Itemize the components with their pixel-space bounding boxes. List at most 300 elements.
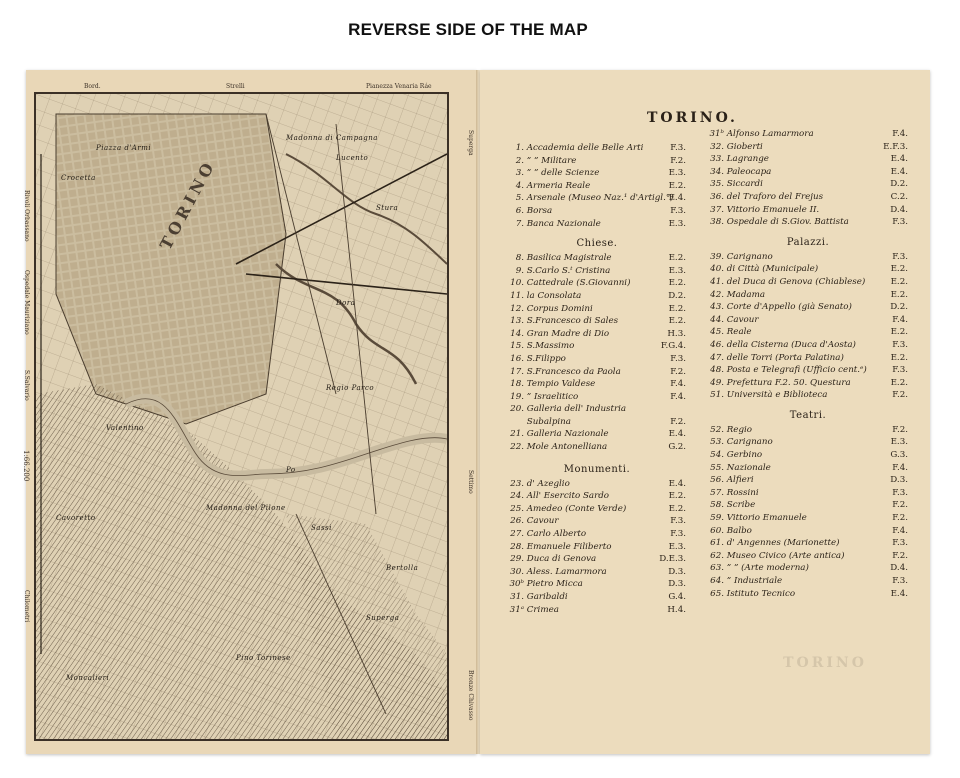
index-entry [708, 512, 908, 525]
index-entry [508, 503, 686, 516]
index-entry-name: Alfieri [724, 475, 754, 486]
index-entry-name: Carlo Alberto [524, 529, 587, 540]
index-entry-number: 11. [510, 290, 524, 301]
index-entry-name: Gioberti [724, 141, 763, 152]
index-entry-name: d' Angennes (Marionette) [724, 538, 840, 549]
index-entry [508, 366, 686, 379]
index-entry-name: Madama [724, 289, 765, 300]
index-entry [508, 167, 686, 180]
index-entry-name: ” ” (Arte moderna) [724, 563, 809, 574]
index-entry-number: 39. [710, 251, 724, 262]
index-entry [708, 562, 908, 575]
index-entry-number: 2. [515, 155, 524, 166]
index-entry [508, 528, 686, 541]
index-entry-name: Lagrange [724, 154, 769, 165]
index-entry-name: Arsenale (Museo Naz.¹ d'Artigl.°) [524, 193, 674, 204]
index-entry-name: Vittorio Emanuele [724, 513, 807, 524]
index-entry-grid-ref: E.4. [668, 193, 686, 204]
index-entry-grid-ref: F.3. [670, 143, 686, 153]
map-label-pilone: Madonna del Pilone [206, 504, 286, 512]
index-entry [708, 166, 908, 179]
index-entry-grid-ref: E.2. [668, 316, 686, 327]
index-entry [508, 192, 686, 205]
index-entry-grid-ref: F.2. [670, 155, 686, 166]
index-entry [508, 541, 686, 554]
index-entry-name: Subalpina [524, 416, 571, 427]
index-entry-number: 17. [510, 366, 524, 377]
index-entry-number: 55. [710, 462, 724, 473]
index-entry-number: 59. [710, 513, 724, 524]
index-entry-number: 35. [710, 179, 724, 190]
index-entry-grid-ref: F.4. [892, 314, 908, 325]
index-entry-number: 41. [710, 276, 724, 287]
index-entry-number: 46. [710, 339, 724, 350]
index-entry [508, 155, 686, 168]
index-sheet [480, 70, 930, 754]
map-drawing [36, 94, 447, 739]
index-title: TORINO. [647, 110, 738, 126]
index-entry [508, 205, 686, 218]
index-entry-name: Corpus Domini [524, 303, 593, 314]
index-entry [508, 441, 686, 454]
index-entry-grid-ref: E.2. [668, 253, 686, 264]
index-section-heading: Palazzi. [786, 236, 830, 248]
index-entry [708, 474, 908, 487]
index-entry-name: del Duca di Genova (Chiablese) [724, 276, 866, 287]
index-entry-number: 1. [515, 143, 524, 153]
index-entry-number: 56. [710, 475, 724, 486]
index-entry-name: Aless. Lamarmora [524, 566, 607, 577]
index-entry [508, 428, 686, 441]
index-entry-grid-ref: F.3. [892, 339, 908, 350]
index-entry-number: 22. [510, 442, 524, 453]
index-entry-name: Alfonso Lamarmora [724, 129, 814, 139]
index-entry-grid-ref: F.G.4. [660, 341, 686, 352]
index-entry-grid-ref: F.4. [670, 391, 686, 402]
index-entry [708, 153, 908, 166]
index-entry-name: Garibaldi [524, 592, 568, 602]
index-entry-grid-ref: G.3. [890, 450, 908, 461]
index-entry-number: 16. [510, 353, 524, 364]
index-entry-grid-ref: E.2. [890, 327, 908, 338]
index-entry [508, 553, 686, 566]
map-canvas [34, 92, 449, 741]
index-entry-grid-ref: F.3. [892, 251, 908, 262]
index-entry-grid-ref: D.2. [890, 302, 908, 313]
index-entry-name: ” Israelitico [524, 391, 579, 402]
map-label-cavoretto: Cavoretto [56, 514, 96, 522]
index-column-right [708, 128, 908, 600]
index-section-heading: Chiese. [576, 238, 618, 250]
index-entry-grid-ref: D.2. [890, 179, 908, 190]
index-entry [708, 424, 908, 437]
index-entry [708, 339, 908, 352]
index-entry [508, 142, 686, 155]
index-entry-number: 20. [510, 404, 524, 415]
index-entry-grid-ref: F.2. [892, 390, 908, 401]
index-entry-name: Prefettura F.2. 50. Questura [724, 377, 851, 388]
index-entry-name: S.Francesco da Paola [524, 366, 621, 377]
index-entry-number: 18. [510, 379, 524, 390]
index-entry-number: 31ᵇ [709, 129, 724, 139]
index-entry-number: 62. [710, 550, 724, 561]
index-entry-number: 14. [510, 328, 524, 339]
index-entry-name: ” ” Militare [524, 155, 577, 166]
index-entry-grid-ref: D.2. [668, 290, 686, 301]
index-entry-number: 29. [510, 554, 524, 565]
index-entry-number: 44. [710, 314, 724, 325]
index-entry [508, 515, 686, 528]
index-entry-number: 57. [710, 487, 724, 498]
index-entry-number: 7. [515, 218, 524, 229]
index-entry-name: Cavour [524, 516, 559, 527]
page-banner: REVERSE SIDE OF THE MAP [348, 20, 588, 39]
index-entry-grid-ref: D.4. [890, 563, 908, 574]
index-entry-name: del Traforo del Frejus [724, 191, 824, 202]
index-entry-number: 38. [710, 217, 724, 228]
index-entry-name: Balbo [724, 525, 752, 536]
index-entry [508, 578, 686, 591]
index-entry-name: Regio [724, 424, 753, 435]
index-entry-grid-ref: E.2. [668, 503, 686, 514]
index-entry-number: 13. [510, 316, 524, 327]
index-entry-name: Gran Madre di Dio [524, 328, 610, 339]
map-edge-left-1: Rivoli Orbassano [23, 190, 30, 242]
index-entry-number: 51. [710, 390, 724, 401]
index-entry-grid-ref: F.4. [892, 462, 908, 473]
index-entry-name: S.Filippo [524, 353, 566, 364]
map-edge-left-2: Ospedale Mauriziano [23, 270, 30, 335]
map-label-valentino: Valentino [106, 424, 144, 432]
index-entry-grid-ref: D.E.3. [659, 554, 686, 565]
index-entry-grid-ref: E.3. [668, 265, 686, 276]
index-entry-name: Duca di Genova [524, 554, 597, 565]
index-entry-number: 34. [710, 166, 724, 177]
index-entry-number: 30ᵇ [509, 579, 524, 590]
index-column-left [508, 142, 686, 616]
index-entry-number: 42. [710, 289, 724, 300]
index-entry-number: 15. [510, 341, 524, 352]
index-entry-grid-ref: F.2. [892, 513, 908, 524]
index-entry [508, 391, 686, 404]
index-entry-number: 5. [515, 193, 524, 204]
index-entry-number: 58. [710, 500, 724, 511]
map-label-piazza-armi: Piazza d'Armi [96, 144, 152, 152]
index-entry-number: 54. [710, 450, 724, 461]
index-entry-grid-ref: E.3. [890, 437, 908, 448]
index-entry-grid-ref: G.2. [668, 442, 686, 453]
index-entry-name: delle Torri (Porta Palatina) [724, 352, 844, 363]
index-entry-name: S.Carlo S.ᵗ Cristina [524, 265, 611, 276]
index-entry [708, 436, 908, 449]
index-entry [708, 499, 908, 512]
map-label-dora: Dora [336, 299, 356, 307]
index-entry-name: Cavour [724, 314, 759, 325]
index-entry [508, 303, 686, 316]
map-edge-left-3: S.Salvario [23, 370, 30, 401]
index-entry [708, 178, 908, 191]
index-entry-name: Rossini [724, 487, 759, 498]
index-entry-number: 30. [510, 566, 524, 577]
index-entry-grid-ref: E.3. [668, 218, 686, 229]
index-entry [708, 550, 908, 563]
index-entry-name: S.Francesco di Sales [524, 316, 619, 327]
index-entry-name: Carignano [724, 437, 773, 448]
index-entry-grid-ref: F.2. [670, 366, 686, 377]
index-entry-name: Istituto Tecnico [724, 588, 796, 599]
index-entry-grid-ref: G.4. [668, 592, 686, 602]
index-entry-grid-ref: F.4. [892, 129, 908, 139]
index-entry [508, 353, 686, 366]
index-entry [508, 478, 686, 491]
index-entry-grid-ref: F.3. [892, 487, 908, 498]
index-entry-number: 63. [710, 563, 724, 574]
index-entry-number: 60. [710, 525, 724, 536]
index-entry [708, 364, 908, 377]
index-entry-name: Vittorio Emanuele II. [724, 204, 820, 215]
index-entry [708, 326, 908, 339]
index-entry [508, 265, 686, 278]
index-entry [708, 588, 908, 601]
index-entry-name: S.Massimo [524, 341, 575, 352]
map-edge-left-5: Chilometri [23, 590, 30, 623]
map-label-madonna-campagna: Madonna di Campagna [286, 134, 378, 142]
map-label-bertolla: Bertolla [386, 564, 419, 572]
index-entry-grid-ref: F.3. [892, 217, 908, 228]
index-entry-name: Borsa [524, 205, 553, 216]
index-entry-number: 25. [510, 503, 524, 514]
index-entry [508, 340, 686, 353]
index-entry [708, 263, 908, 276]
index-entry-name: Nazionale [724, 462, 771, 473]
index-entry-grid-ref: F.2. [892, 424, 908, 435]
index-entry [708, 462, 908, 475]
index-entry-grid-ref: E.4. [890, 166, 908, 177]
index-entry-name: Pietro Micca [524, 579, 583, 590]
index-entry [708, 128, 908, 141]
index-entry [508, 180, 686, 193]
index-entry-number: 31ᵃ [509, 604, 524, 615]
index-entry [708, 216, 908, 229]
index-entry [708, 289, 908, 302]
index-entry-name: All' Esercito Sardo [524, 491, 610, 502]
index-entry [708, 575, 908, 588]
index-entry-grid-ref: E.4. [668, 429, 686, 440]
index-entry-number: 23. [510, 478, 524, 489]
index-entry-grid-ref: C.2. [890, 191, 908, 202]
index-entry-name: Galleria Nazionale [524, 429, 609, 440]
index-entry-number: 47. [710, 352, 724, 363]
index-entry-grid-ref: H.3. [667, 328, 686, 339]
index-entry-number: 19. [510, 391, 524, 402]
index-entry-grid-ref: H.4. [667, 604, 686, 615]
index-entry-name: Posta e Telegrafi (Ufficio cent.ᵉ) [724, 365, 867, 376]
index-entry-name: ” Industriale [724, 576, 783, 586]
index-entry-name: Armeria Reale [524, 180, 591, 191]
index-entry-grid-ref: E.4. [890, 588, 908, 599]
index-entry-name: Corte d'Appello (già Senato) [724, 302, 852, 313]
index-entry-grid-ref: D.3. [668, 566, 686, 577]
map-label-superga: Superga [366, 614, 400, 622]
map-label-pino: Pino Torinese [236, 654, 291, 662]
index-entry-name: Carignano [724, 251, 773, 262]
index-entry-grid-ref: D.3. [668, 579, 686, 590]
index-entry-name: Gerbino [724, 450, 763, 461]
map-label-moncalieri: Moncalieri [66, 674, 110, 682]
index-entry-grid-ref: E.2. [668, 180, 686, 191]
map-label-regio-parco: Regio Parco [326, 384, 375, 392]
map-edge-right-3: Settimo [467, 470, 474, 494]
index-entry-grid-ref: F.3. [670, 205, 686, 216]
index-entry [508, 591, 686, 604]
city-grid [56, 114, 286, 424]
index-entry [708, 525, 908, 538]
index-entry [508, 218, 686, 231]
index-entry [508, 604, 686, 617]
map-label-lucento: Lucento [336, 154, 369, 162]
index-entry-grid-ref: E.4. [668, 478, 686, 489]
index-entry [708, 191, 908, 204]
index-entry-name: Università e Biblioteca [724, 390, 828, 401]
index-entry [708, 377, 908, 390]
index-entry-grid-ref: E.2. [890, 352, 908, 363]
index-section-heading: Teatri. [789, 409, 827, 421]
map-label-po: Po [286, 466, 296, 474]
index-entry-grid-ref: D.4. [890, 204, 908, 215]
index-entry [708, 301, 908, 314]
index-entry-name: Amedeo (Conte Verde) [524, 503, 627, 514]
index-entry-grid-ref: E.2. [890, 276, 908, 287]
index-entry-grid-ref: F.3. [892, 538, 908, 549]
index-entry-grid-ref: E.2. [668, 278, 686, 289]
index-entry-grid-ref: E.4. [890, 154, 908, 165]
index-entry-number: 49. [710, 377, 724, 388]
map-label-stura: Stura [376, 204, 399, 212]
index-entry-grid-ref: F.2. [670, 416, 686, 427]
index-entry-number: 4. [515, 180, 524, 191]
index-entry-grid-ref: F.2. [892, 500, 908, 511]
index-entry [708, 314, 908, 327]
index-entry-name: Crimea [524, 604, 559, 615]
map-label-crocetta: Crocetta [61, 174, 96, 182]
index-entry [708, 449, 908, 462]
index-entry-number: 61. [710, 538, 724, 549]
index-entry-name: Museo Civico (Arte antica) [724, 550, 845, 561]
index-entry-name: Siccardi [724, 179, 763, 190]
index-entry-name: d' Azeglio [524, 478, 570, 489]
index-entry-number: 32. [710, 141, 724, 152]
index-entry-number: 10. [510, 278, 524, 289]
index-entry [508, 252, 686, 265]
index-entry-number: 43. [710, 302, 724, 313]
index-entry-grid-ref: E.2. [890, 289, 908, 300]
index-entry-number: 27. [510, 529, 524, 540]
index-entry-grid-ref: E.2. [890, 264, 908, 275]
index-entry-grid-ref: F.4. [892, 525, 908, 536]
index-entry [708, 251, 908, 264]
index-entry-number: 12. [510, 303, 524, 314]
index-entry-name: Emanuele Filiberto [524, 541, 612, 552]
index-entry [508, 566, 686, 579]
index-entry-name: Ospedale di S.Giov. Battista [724, 217, 849, 228]
map-sheet [22, 70, 477, 754]
index-entry-grid-ref: E.3. [668, 168, 686, 179]
index-entry-number: 24. [510, 491, 524, 502]
index-entry-grid-ref: D.3. [890, 475, 908, 486]
index-entry-number: 33. [710, 154, 724, 165]
index-entry-name: Accademia delle Belle Arti [524, 143, 644, 153]
index-entry-name: Cattedrale (S.Giovanni) [524, 278, 631, 289]
index-entry-name: Mole Antonelliana [524, 442, 608, 453]
index-entry-name: Paleocapa [724, 166, 772, 177]
map-edge-right-1: Superga [467, 130, 474, 156]
map-edge-right-2: Bronze Chivasso [467, 670, 474, 721]
index-entry [708, 141, 908, 154]
index-entry-number: 53. [710, 437, 724, 448]
index-entry [708, 537, 908, 550]
index-entry-number: 3. [515, 168, 524, 179]
index-entry [508, 378, 686, 391]
index-entry-name: ” ” delle Scienze [524, 168, 600, 179]
index-entry-grid-ref: E.F.3. [883, 141, 908, 152]
index-entry-grid-ref: F.4. [670, 379, 686, 390]
index-entry-name: Basilica Magistrale [524, 253, 612, 264]
index-entry-number: 40. [710, 264, 724, 275]
index-entry [708, 487, 908, 500]
index-entry [508, 416, 686, 429]
index-entry-name: Reale [724, 327, 752, 338]
index-entry-name: Tempio Valdese [524, 379, 596, 390]
map-scale: 1:66.200 [22, 450, 30, 482]
index-section-heading: Monumenti. [563, 463, 631, 475]
index-entry-number: 26. [510, 516, 524, 527]
index-entry-number: 21. [510, 429, 524, 440]
index-entry [508, 277, 686, 290]
index-entry-grid-ref: E.2. [668, 303, 686, 314]
index-entry-number: 45. [710, 327, 724, 338]
index-entry [508, 290, 686, 303]
index-entry-number: 37. [710, 204, 724, 215]
map-edge-top-2: Strelli [226, 83, 245, 90]
index-entry-grid-ref: F.3. [892, 365, 908, 376]
index-entry-name: Galleria dell' Industria [524, 404, 627, 415]
index-entry-name: della Cisterna (Duca d'Aosta) [724, 339, 856, 350]
index-entry-number: 9. [515, 265, 524, 276]
map-edge-top-3: Pianezza Venaria Ráe [366, 83, 432, 90]
index-entry [708, 389, 908, 402]
index-entry-grid-ref: F.3. [670, 353, 686, 364]
bleed-through-stamp: TORINO [783, 655, 867, 671]
index-entry-number: 64. [710, 576, 724, 586]
index-entry [508, 403, 686, 416]
map-city-label: TORINO [156, 156, 220, 253]
index-entry [708, 352, 908, 365]
index-entry-number: 8. [515, 253, 524, 264]
index-entry-grid-ref: E.2. [890, 377, 908, 388]
index-entry-number: 28. [510, 541, 524, 552]
index-entry-name: di Città (Municipale) [724, 264, 819, 275]
index-entry-number: 36. [710, 191, 724, 202]
index-entry-grid-ref: F.3. [670, 529, 686, 540]
index-entry-number: 52. [710, 424, 724, 435]
index-entry-number: 6. [515, 205, 524, 216]
index-entry-number: 65. [710, 588, 724, 599]
index-entry [508, 490, 686, 503]
index-entry [708, 276, 908, 289]
index-entry-grid-ref: F.3. [892, 576, 908, 586]
index-entry-name: la Consolata [524, 290, 582, 301]
index-entry-name: Banca Nazionale [524, 218, 601, 229]
